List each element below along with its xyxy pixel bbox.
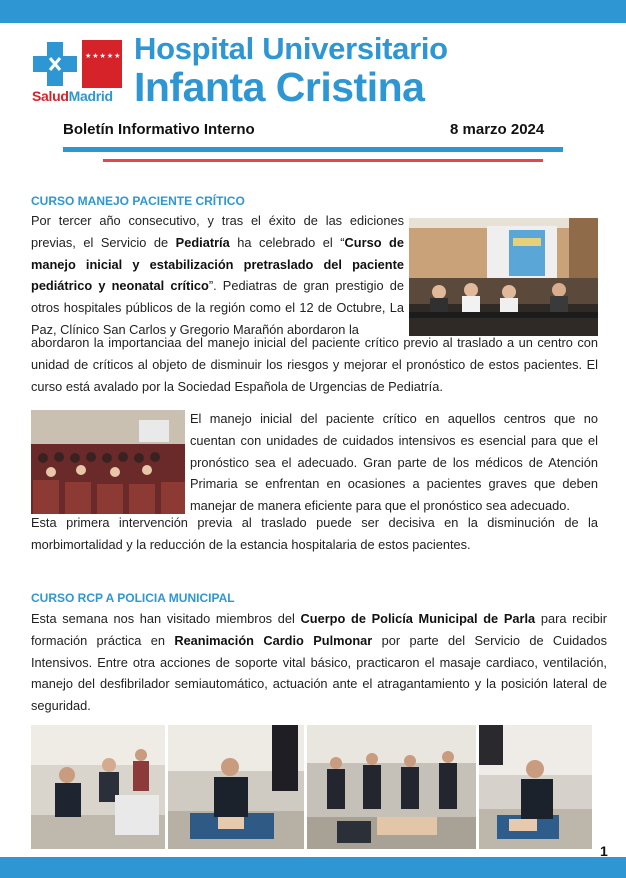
hospital-title-line1: Hospital Universitario [134, 31, 448, 66]
top-color-bar [0, 0, 626, 23]
header-divider-blue [63, 147, 563, 152]
photo-rcp-1 [31, 725, 165, 849]
bottom-color-bar [0, 857, 626, 878]
madrid-flag-logo [82, 40, 136, 88]
section-title-critical-patient: CURSO MANEJO PACIENTE CRÍTICO [31, 194, 245, 208]
section1-paragraph-2: El manejo inicial del paciente crítico en aquellos centros que no cuentan con unidades de cuidados intensivos es esencial para que el pronóstico sea el adecuado. Gran parte de los médicos de Atención Primaria se enfrentan en ocasiones a pacientes graves que deben manejar de manera eficiente para que el pronóstico sea adecuado. [190, 411, 598, 514]
photo-auditorium [31, 410, 185, 514]
header-divider-red [103, 159, 543, 162]
section1-paragraph-1-continued: abordaron la importanciaa del manejo inicial del paciente crítico previo al traslado a un centro con unidad de críticos al objeto de disminuir los riesgos y mejorar el pronóstico de estos pacientes. El curso está avalado por la Sociedad Española de Urgencias de Pediatría. [31, 335, 598, 394]
salud-madrid-cross-icon [31, 40, 79, 88]
flag-stars: ★★★★★★★ [85, 53, 136, 60]
photo-rcp-3 [307, 725, 476, 849]
salud-madrid-wordmark: SaludMadrid [32, 88, 113, 104]
section1-paragraph-3: Esta primera intervención previa al traslado puede ser decisiva en la disminución de la morbimortalidad y la reducción de la estancia hospitalaria de estos pacientes. [31, 515, 598, 552]
photo-course-panel [409, 218, 598, 336]
bulletin-date: 8 marzo 2024 [450, 121, 545, 138]
hospital-title-line2: Infanta Cristina [134, 64, 425, 110]
section-title-rcp-police: CURSO RCP A POLICIA MUNICIPAL [31, 591, 235, 605]
bulletin-title: Boletín Informativo Interno [63, 121, 255, 138]
photo-rcp-2 [168, 725, 304, 849]
page-number: 1 [600, 843, 608, 859]
photo-rcp-4 [479, 725, 592, 849]
section2-paragraph: Esta semana nos han visitado miembros del Cuerpo de Policía Municipal de Parla para recibir formación práctica en Reanimación Cardio Pulmonar por parte del Servicio de Cuidados Intensivos. Entre otra acciones de soporte vital básico, practicaron el masaje cardiaco, ventilación, manejo del desfibrilador semiautomático, actuación ante el atragantamiento y la posición lateral de seguridad. [31, 611, 607, 714]
section1-paragraph-1: Por tercer año consecutivo, y tras el éxito de las ediciones previas, el Servicio de Pediatría ha celebrado el “Curso de manejo inicial y estabilización pretraslado del paciente pediátrico y neonatal crítico”. Pediatras de gran prestigio de otros hospitales públicos de la región como el 12 de Octubre, La Paz, Clínico San Carlos y Gregorio Marañón abordaron la [31, 213, 404, 337]
